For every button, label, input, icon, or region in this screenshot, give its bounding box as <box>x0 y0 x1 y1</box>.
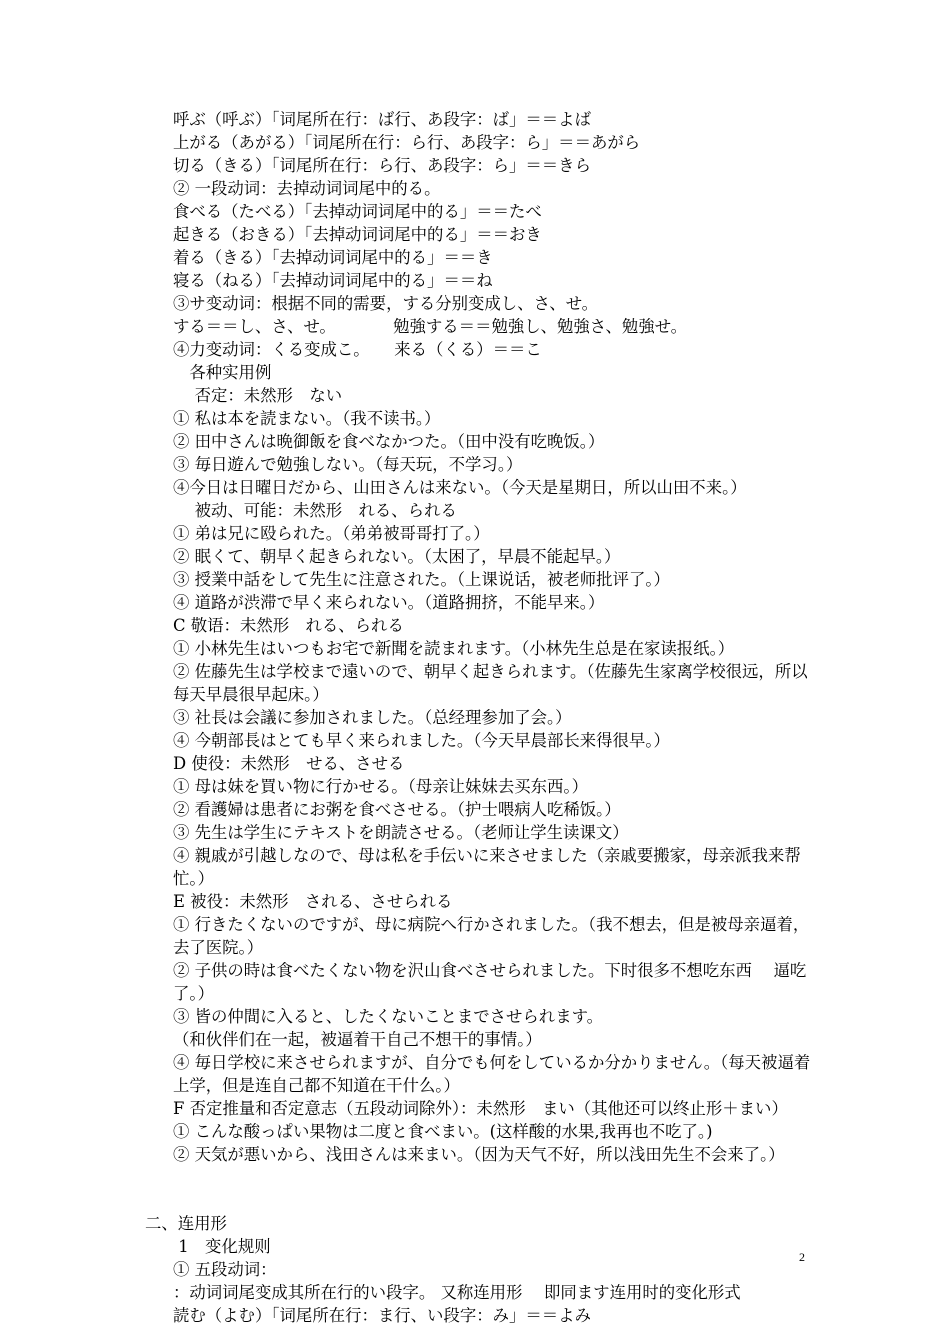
text-line: 読む（よむ）「词尾所在行：ま行、い段字：み」＝＝よみ <box>173 1306 591 1325</box>
text-line: ① 行きたくないのですが、母に病院へ行かされました。（我不想去，但是被母亲逼着，去了医院。） <box>173 915 810 957</box>
text-line: 1 变化规则 <box>173 1237 271 1256</box>
page-number: 2 <box>799 1250 805 1264</box>
text-line: ① こんな酸っぱい果物は二度と食べまい。(这样酸的水果,我再也不吃了。) <box>173 1122 713 1141</box>
text-line: ① 母は妹を買い物に行かせる。（母亲让妹妹去买东西。） <box>173 777 588 796</box>
text-line: 各种实用例 <box>173 363 272 382</box>
text-line: ：动词词尾变成其所在行的い段字。 又称连用形 即同ます连用时的变化形式 <box>173 1283 741 1302</box>
text-line: F 否定推量和否定意志（五段动词除外）：未然形 まい（其他还可以终止形＋まい） <box>173 1099 788 1118</box>
text-line: 上がる（あがる）「词尾所在行：ら行、あ段字：ら」＝＝あがら <box>173 133 641 152</box>
text-line: （和伙伴们在一起，被逼着干自己不想干的事情。） <box>173 1030 542 1049</box>
text-line: ② 一段动词：去掉动词词尾中的る。 <box>173 179 441 198</box>
text-line: ① 小林先生はいつもお宅で新聞を読まれます。（小林先生总是在家读报纸。） <box>173 639 735 658</box>
text-line: E 被役：未然形 される、させられる <box>173 892 453 911</box>
text-line: D 使役：未然形 せる、させる <box>173 754 405 773</box>
text-line: ① 私は本を読まない。（我不读书。） <box>173 409 441 428</box>
text-line: する＝＝し、さ、せ。 勉強する＝＝勉強し、勉強さ、勉強せ。 <box>173 317 688 336</box>
text-line: ④ 道路が渋滞で早く来られない。（道路拥挤，不能早来。） <box>173 593 605 612</box>
text-line: 呼ぶ（呼ぶ）「词尾所在行：ば行、あ段字：ば」＝＝よば <box>173 110 591 129</box>
text-line: ① 五段动词： <box>173 1260 277 1279</box>
paragraph-group-mizenkei <box>173 108 813 1166</box>
text-line: ④今日は日曜日だから、山田さんは来ない。（今天是星期日，所以山田不来。） <box>173 478 747 497</box>
text-line: ④力变动词：くる变成こ。 来る（くる）＝＝こ <box>173 340 542 359</box>
text-line: ③サ变动词：根据不同的需要，する分别变成し、さ、せ。 <box>173 294 599 313</box>
text-line: 切る（きる）「词尾所在行：ら行、あ段字：ら」＝＝きら <box>173 156 591 175</box>
text-line: ④ 今朝部長はとても早く来られました。（今天早晨部长来得很早。） <box>173 731 670 750</box>
text-line: ② 看護婦は患者にお粥を食べさせる。（护士喂病人吃稀饭。） <box>173 800 621 819</box>
text-line: ② 田中さんは晩御飯を食べなかつた。（田中没有吃晚饭。） <box>173 432 605 451</box>
text-line: ③ 授業中話をして先生に注意された。（上课说话，被老师批评了。） <box>173 570 670 589</box>
text-line: ③ 先生は学生にテキストを朗読させる。（老师让学生读课文） <box>173 823 629 842</box>
text-line: 着る（きる）「去掉动词词尾中的る」＝＝き <box>173 248 493 267</box>
text-line: ④ 毎日学校に来させられますが、自分でも何をしているか分かりません。（每天被逼着上学，但是连自己都不知道在干什么。） <box>173 1053 811 1095</box>
text-line: ④ 親戚が引越しなので、母は私を手伝いに来させました（亲戚要搬家，母亲派我来帮忙。） <box>173 846 801 888</box>
text-line: ③ 皆の仲間に入ると、したくないことまでさせられます。 <box>173 1007 604 1026</box>
text-line: 寝る（ねる）「去掉动词词尾中的る」＝＝ね <box>173 271 493 290</box>
text-line: 被动、可能：未然形 れる、られる <box>173 501 457 520</box>
text-line: ② 眠くて、朝早く起きられない。（太困了，早晨不能起早。） <box>173 547 621 566</box>
text-line: ② 子供の時は食べたくない物を沢山食べさせられました。下时很多不想吃东西 逼吃了。） <box>173 961 807 1003</box>
text-line: ② 佐藤先生は学校まで遠いので、朝早く起きられます。（佐藤先生家离学校很远，所以每天早晨很早起床。） <box>173 662 808 704</box>
document-body <box>145 108 813 1327</box>
paragraph-group-renyoukei <box>173 1235 813 1327</box>
text-line: 食べる（たべる）「去掉动词词尾中的る」＝＝たべ <box>173 202 542 221</box>
section-heading: 二、连用形 <box>145 1214 227 1233</box>
text-line: ③ 社長は会議に参加されました。（总经理参加了会。） <box>173 708 572 727</box>
text-line: C 敬语：未然形 れる、られる <box>173 616 404 635</box>
text-line: ③ 毎日遊んで勉強しない。（每天玩，不学习。） <box>173 455 523 474</box>
text-line: ② 天気が悪いから、浅田さんは来まい。（因为天气不好，所以浅田先生不会来了。） <box>173 1145 785 1164</box>
text-line: 否定：未然形 ない <box>173 386 343 405</box>
text-line: 起きる（おきる）「去掉动词词尾中的る」＝＝おき <box>173 225 542 244</box>
text-line: ① 弟は兄に殴られた。（弟弟被哥哥打了。） <box>173 524 490 543</box>
section-gap <box>173 1166 813 1212</box>
